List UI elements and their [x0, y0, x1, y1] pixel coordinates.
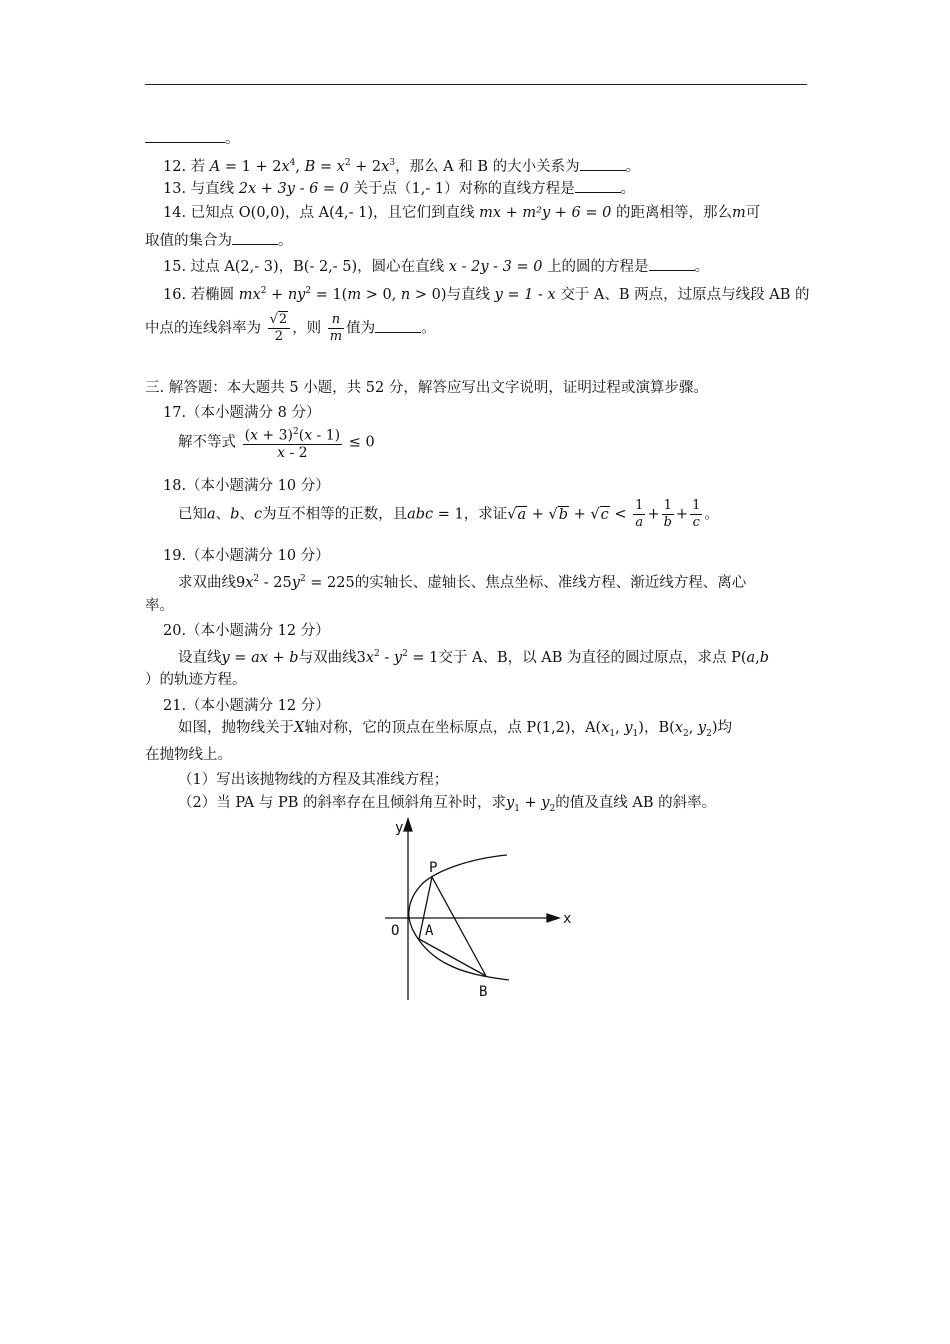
parabola-figure [375, 815, 585, 1005]
x-arrow [547, 914, 559, 922]
question-21-head: 21.（本小题满分 12 分） [163, 698, 330, 714]
question-14: 14. 已知点 O(0,0)，点 A(4,- 1)，且它们到直线 mx + m²y + 6 = 0 的距离相等，那么m可 [163, 205, 761, 221]
question-16-cont: 中点的连线斜率为 $\frac{√2}{2}$ ，则 $\frac{n}{m}$ 值为 。 [145, 312, 436, 344]
question-15: 15. 过点 A(2,- 3)，B(- 2,- 5)，圆心在直线 x - 2y - 3 = 0 上的圆的方程是 。 [163, 256, 709, 277]
answer-blank [145, 128, 225, 143]
label-x: x [563, 911, 572, 927]
answer-line-prev: 。 [145, 128, 240, 149]
question-16: 16. 若椭圆 $mx^2 + ny^2 = 1(m > 0$, n > 0)与直线 y = 1 - x 交于 A、B 两点，过原点与线段 AB 的 [163, 286, 810, 303]
label-o: O [391, 923, 400, 939]
question-20: 设直线y = ax + b与双曲线$3x^2 - y^2 = 1$交于 A、B，以 AB 为直径的圆过原点，求点 P(a,b [178, 649, 770, 666]
question-18-head: 18.（本小题满分 10 分） [163, 478, 330, 494]
header-rule [145, 84, 807, 85]
question-20-cont: ）的轨迹方程。 [145, 672, 247, 688]
question-17: 解不等式 $\frac{(x + 3)^2(x - 1)}{x - 2}$ ≤ 0 [178, 424, 375, 461]
question-12: 12. 若 $A = 1 + 2x^4$, $B = x^2 + 2x^3$，那么 A 和 B 的大小关系为 。 [163, 153, 640, 177]
section-3-heading: 三. 解答题：本大题共 5 小题，共 52 分，解答应写出文字说明，证明过程或演算步骤。 [145, 380, 708, 396]
question-18: 已知a、b、c为互不相等的正数，且abc = 1，求证√a + √b + √c < $\frac{1}{a}$ + $\frac{1}{b}$ + $\frac{1}{c}$ 。 [178, 498, 719, 530]
question-21: 如图，抛物线关于X轴对称，它的顶点在坐标原点，点 P(1,2)，$A(x_1$, $y_1$)，$B(x_2$, $y_2$)均 [178, 720, 733, 739]
label-p: P [429, 860, 438, 876]
question-13: 13. 与直线 2x + 3y - 6 = 0 关于点（1,- 1）对称的直线方程是 。 [163, 178, 635, 199]
question-19: 求双曲线$9x^2 - 25y^2 = 225$的实轴长、虚轴长、焦点坐标、准线方程、渐近线方程、离心 [178, 574, 747, 591]
question-19-cont: 率。 [145, 598, 174, 614]
question-21-cont: 在抛物线上。 [145, 747, 232, 763]
question-17-head: 17.（本小题满分 8 分） [163, 405, 321, 421]
question-20-head: 20.（本小题满分 12 分） [163, 623, 330, 639]
question-21-part2: （2）当 PA 与 PB 的斜率存在且倾斜角互补时，求$y_1 + y_2$的值及直线 AB 的斜率。 [178, 795, 717, 814]
y-arrow [404, 819, 412, 831]
label-y: y [395, 820, 404, 836]
label-b: B [479, 984, 488, 1000]
question-14-cont: 取值的集合为 。 [145, 230, 293, 251]
question-21-part1: （1）写出该抛物线的方程及其准线方程； [178, 772, 449, 788]
question-19-head: 19.（本小题满分 10 分） [163, 548, 330, 564]
label-a: A [425, 923, 434, 939]
